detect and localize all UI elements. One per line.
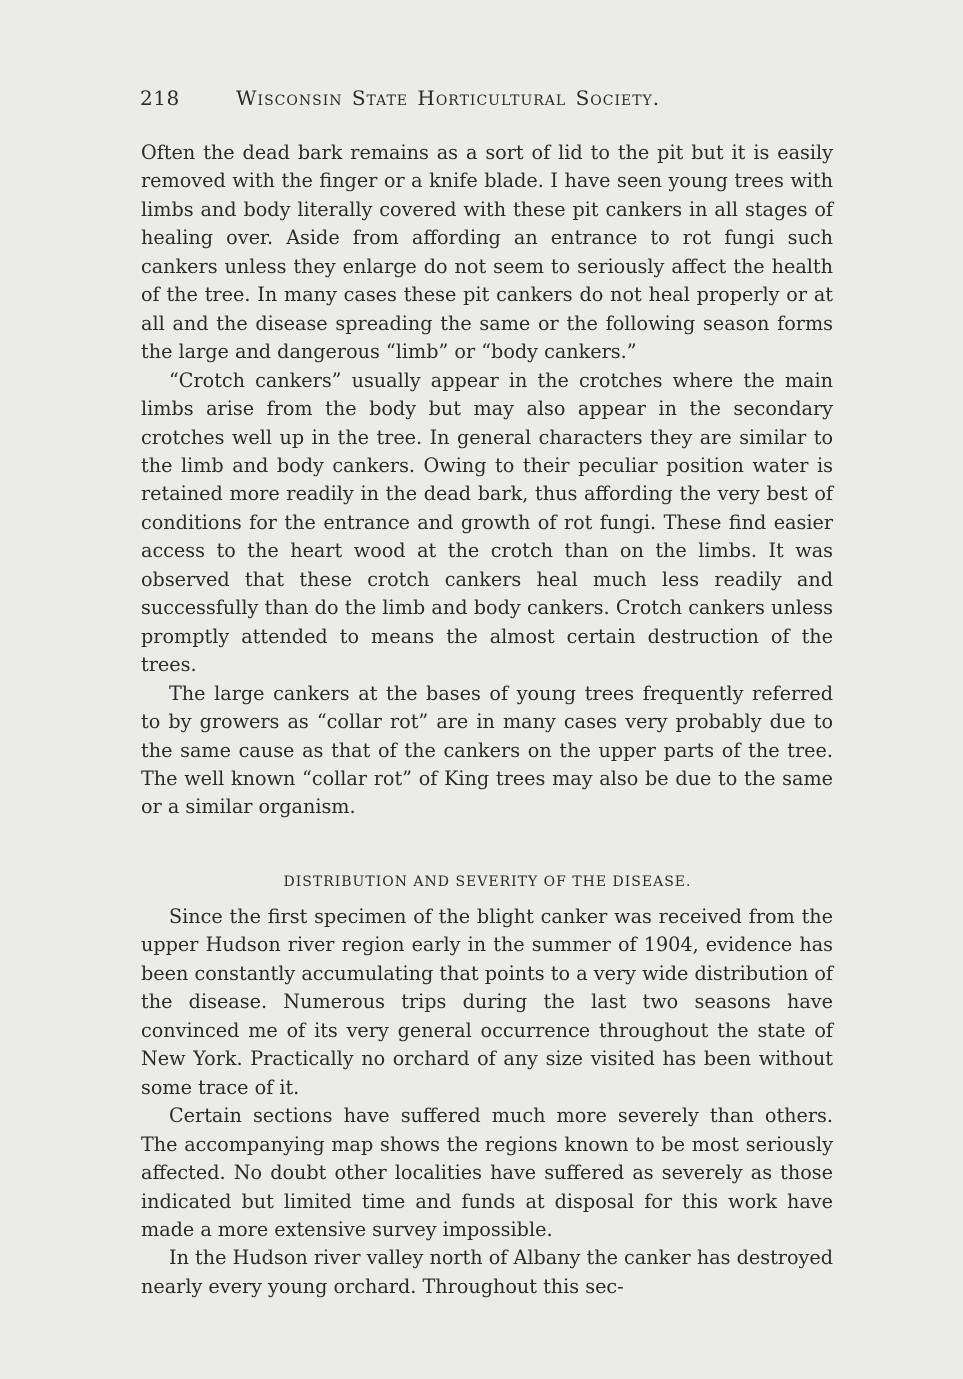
section-heading: DISTRIBUTION AND SEVERITY OF THE DISEASE.: [283, 874, 692, 890]
body-text-top: [141, 139, 833, 822]
page-number: 218: [140, 86, 180, 110]
paragraph-severity: Certain sections have suffered much more severely than others. The accompanying map shows the regions known to be most seriously affected. No doubt other localities have suffered as severely as those indicated but limited time and funds at disposal for this work have made a more extensive survey impossible.: [141, 1104, 833, 1241]
paragraph-collar-rot: The large cankers at the bases of young trees frequently referred to by growers as “collar rot” are in many cases very probably due to the same cause as that of the cankers on the upper parts of the tree. The well known “collar rot” of King trees may also be due to the same or a similar organism.: [141, 681, 833, 819]
paragraph-crotch-cankers: “Crotch cankers” usually appear in the crotches where the main limbs arise from the body but may also appear in the secondary crotches well up in the tree. In general characters they are similar to the limb and body cankers. Owing to their peculiar position water is retained more readily in the dead bark, thus affording the very best of conditions for the entrance and growth of rot fungi. These find easier access to the heart wood at the crotch than on the limbs. It was observed that these crotch cankers heal much less readily and successfully than do the limb and body cankers. Crotch cankers unless promptly attended to means the almost certain destruction of the trees.: [141, 368, 833, 677]
page-header: [140, 86, 840, 114]
running-head: Wisconsin State Horticultural Society.: [236, 86, 661, 110]
paragraph-distribution: Since the first specimen of the blight canker was received from the upper Hudson river region early in the summer of 1904, evidence has been constantly accumulating that points to a very wide distribution of the disease. Numerous trips during the last two seasons have convinced me of its very general occurrence throughout the state of New York. Practically no orchard of any size visited has been without some trace of it.: [141, 905, 833, 1099]
body-text-bottom: [141, 903, 833, 1301]
paragraph-hudson-valley: In the Hudson river valley north of Albany the canker has destroyed nearly every young orchard. Throughout this sec-: [141, 1246, 833, 1298]
paragraph-pit-cankers: Often the dead bark remains as a sort of lid to the pit but it is easily removed with the finger or a knife blade. I have seen young trees with limbs and body literally covered with these pit cankers in all stages of healing over. Aside from affording an entrance to rot fungi such cankers unless they enlarge do not seem to seriously affect the health of the tree. In many cases these pit cankers do not heal properly or at all and the disease spreading the same or the following season forms the large and dangerous “limb” or “body cankers.”: [141, 141, 833, 364]
